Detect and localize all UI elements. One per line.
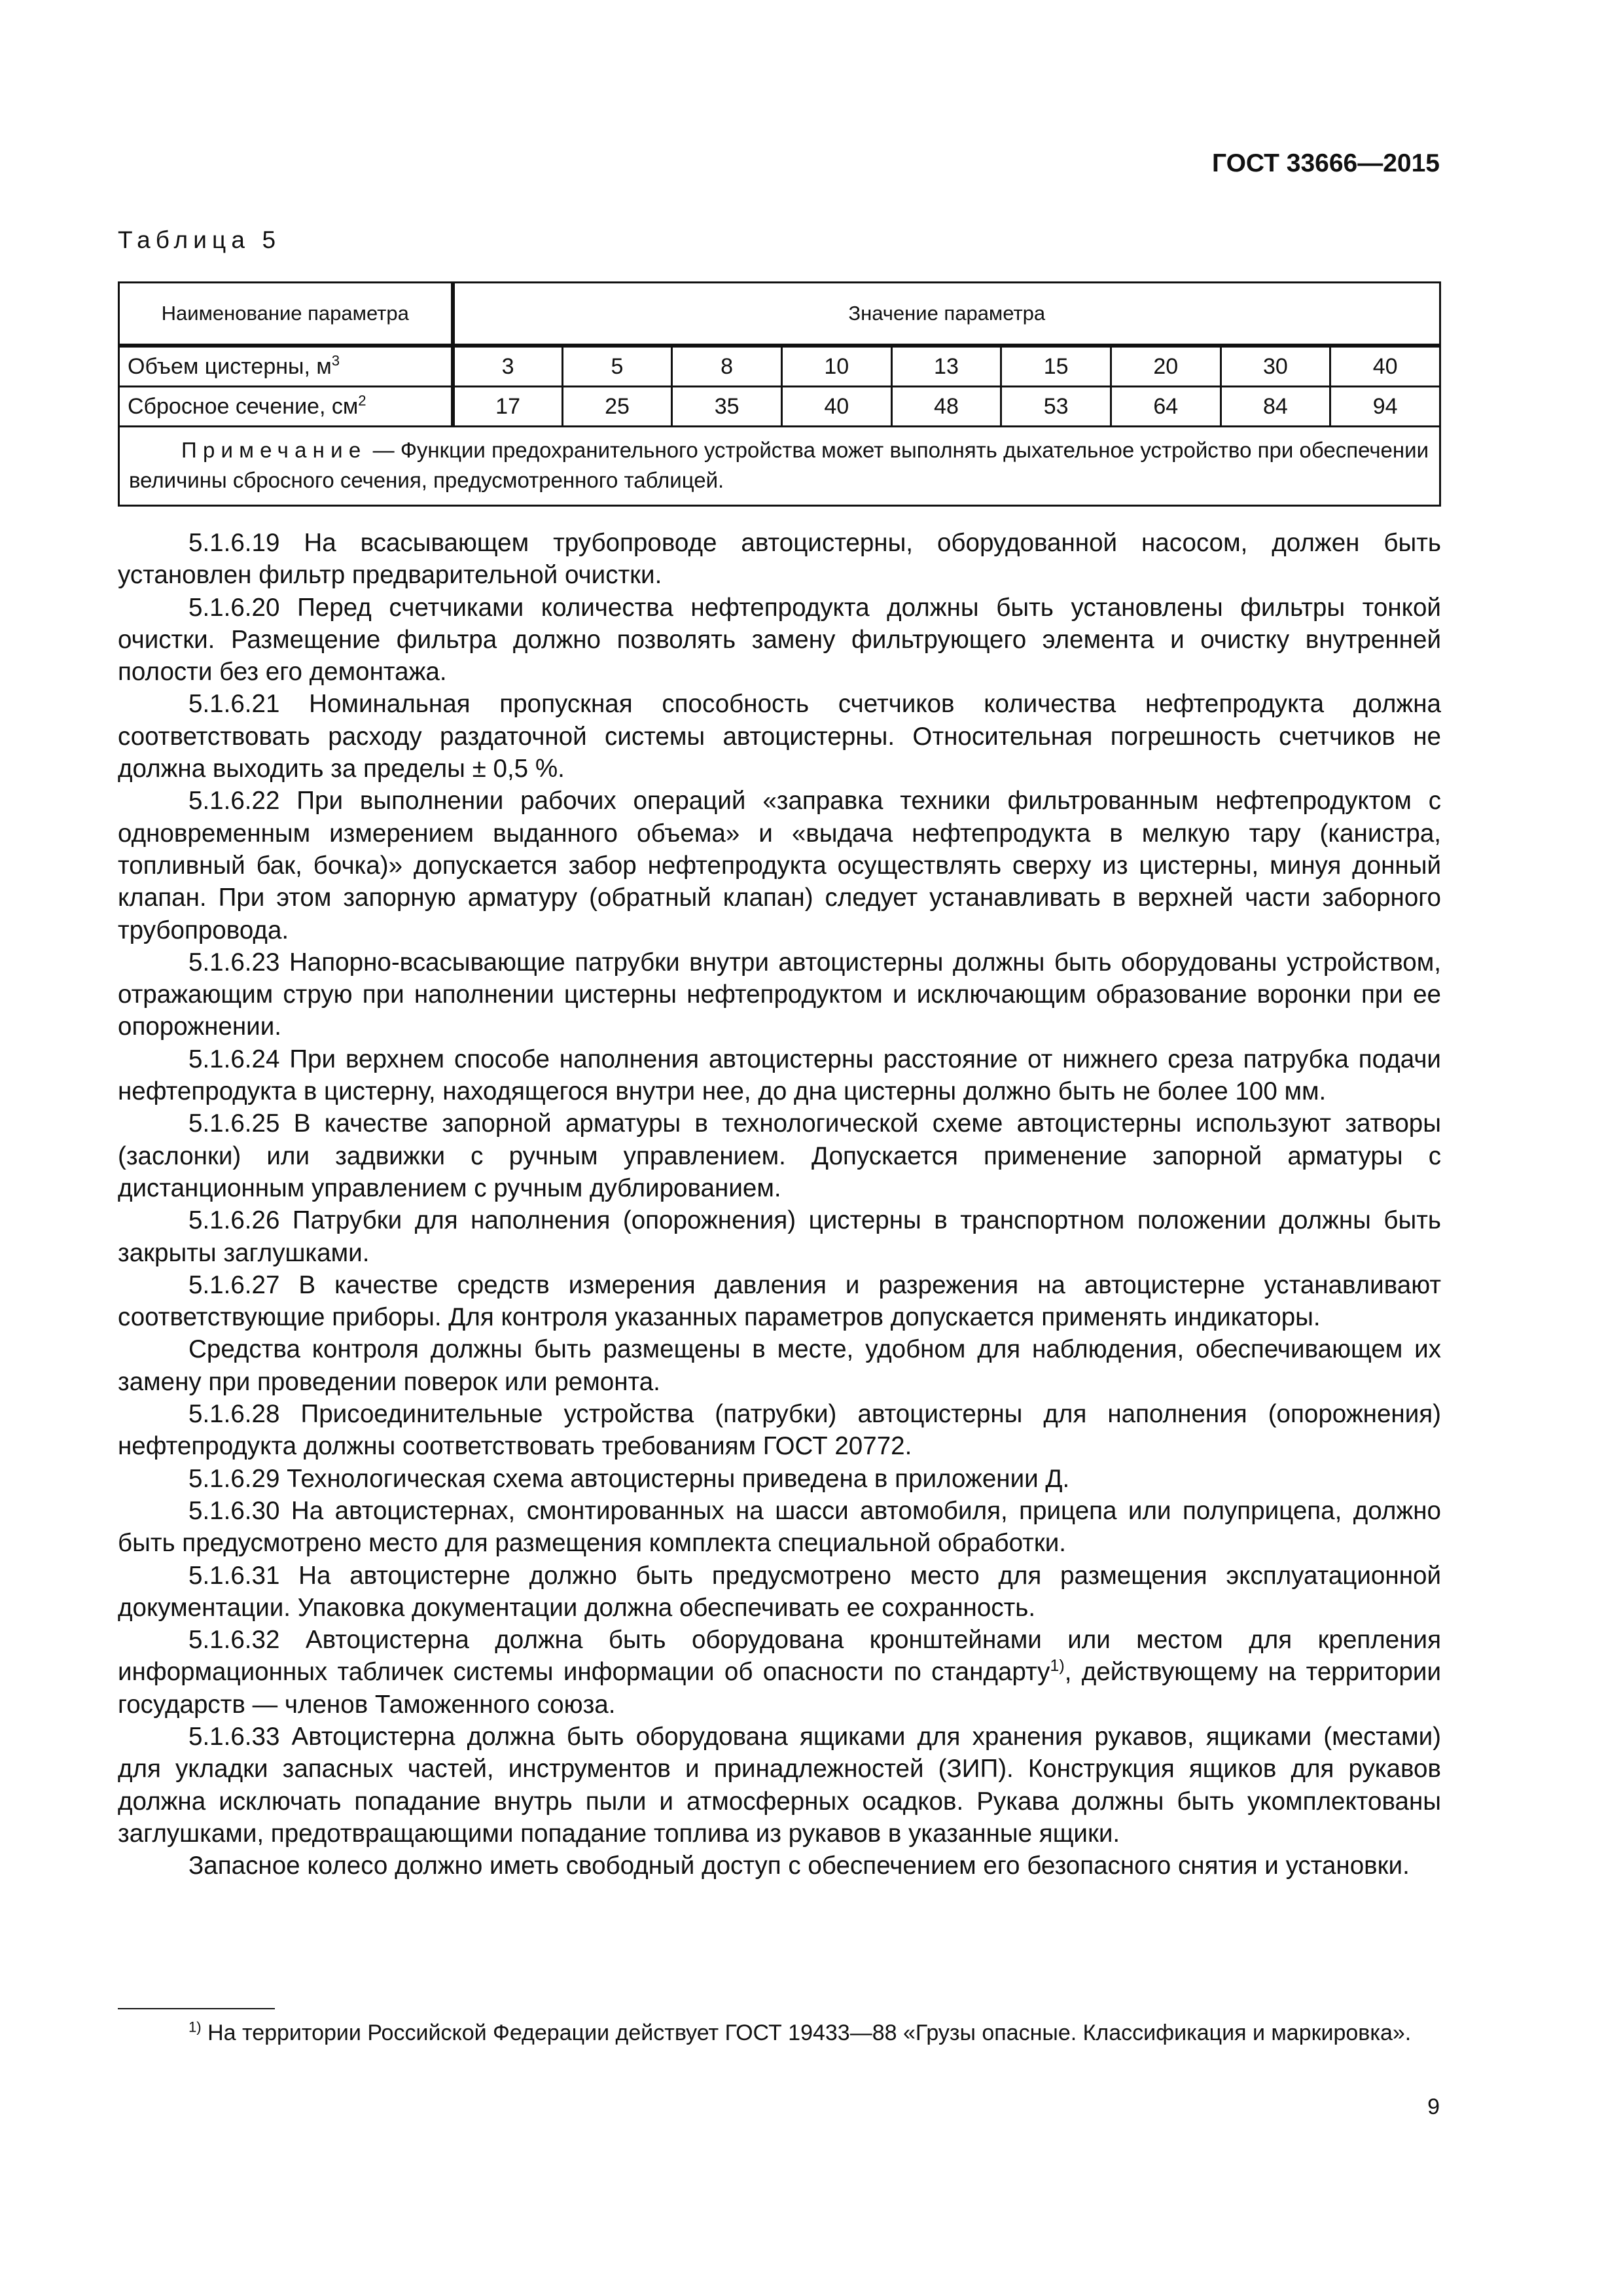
paragraph: 5.1.6.26 Патрубки для наполнения (опорожнения) цистерны в транспортном положении должны быть закрыты заглушками. xyxy=(118,1206,1441,1267)
table-caption: Таблица 5 xyxy=(118,226,281,253)
paragraph: Запасное колесо должно иметь свободный доступ с обеспечением его безопасного снятия и установки. xyxy=(188,1852,1410,1880)
paragraph: 5.1.6.20 Перед счетчиками количества нефтепродукта должны быть установлены фильтры тонкой очистки. Размещение фильтра должно позволять замену фильтрующего элемента и очистку внутренней полости без его демонтажа. xyxy=(118,593,1441,687)
paragraph: 5.1.6.30 На автоцистернах, смонтированных на шасси автомобиля, прицепа или полуприцепа, должно быть предусмотрено место для размещения комплекта специальной обработки. xyxy=(118,1496,1441,1558)
paragraph: 5.1.6.29 Технологическая схема автоцистерны приведена в приложении Д. xyxy=(188,1464,1070,1493)
header-parameter-name: Наименование параметра xyxy=(119,283,453,346)
table-cell: 48 xyxy=(891,387,1001,427)
paragraph-text: 5.1.6.32 Автоцистерна должна быть оборудована кронштейнами или местом для крепления информационных табличек системы информации об опасности по стандарту xyxy=(118,1626,1441,1687)
table-cell: 15 xyxy=(1001,346,1111,387)
table-header-row xyxy=(119,283,1440,346)
row-label-text: Объем цистерны, м xyxy=(128,353,332,379)
header-parameter-value: Значение параметра xyxy=(453,283,1440,346)
table-row-volume xyxy=(119,346,1440,387)
parameters-table xyxy=(118,281,1441,507)
paragraph: 5.1.6.22 При выполнении рабочих операций «заправка техники фильтрованным нефтепродуктом с одновременным измерением выданного объема» и «выдача нефтепродукта в мелкую тару (канистра, топливный бак, бочка)» допускается забор нефтепродукта осуществлять сверху из цистерны, минуя донный клапан. При этом запорную арматуру (обратный клапан) следует устанавливать в верхней части заборного трубопровода. xyxy=(118,787,1441,944)
footnote-text: На территории Российской Федерации действует ГОСТ 19433—88 «Грузы опасные. Классификация и маркировка». xyxy=(201,2020,1412,2045)
table-cell: 40 xyxy=(781,387,891,427)
table-cell: 10 xyxy=(781,346,891,387)
paragraph: 5.1.6.27 В качестве средств измерения давления и разрежения на автоцистерне устанавливают соответствующие приборы. Для контроля указанных параметров допускается применять индикаторы. xyxy=(118,1270,1441,1332)
paragraph: 5.1.6.25 В качестве запорной арматуры в технологической схеме автоцистерны используют затворы (заслонки) или задвижки с ручным управлением. Допускается применение запорной арматуры с дистанционным управлением с ручным дублированием. xyxy=(118,1109,1441,1202)
footnote-divider xyxy=(118,2008,275,2009)
unit-superscript: 3 xyxy=(331,352,340,369)
paragraph: 5.1.6.31 На автоцистерне должно быть предусмотрено место для размещения эксплуатационной документации. Упаковка документации должна обеспечивать ее сохранность. xyxy=(118,1561,1441,1622)
table-cell: 94 xyxy=(1330,387,1440,427)
paragraph: 5.1.6.19 На всасывающем трубопроводе автоцистерны, оборудованной насосом, должен быть установлен фильтр предварительной очистки. xyxy=(118,529,1441,590)
page-number: 9 xyxy=(1427,2094,1440,2119)
table-note-row xyxy=(119,427,1440,506)
document-code: ГОСТ 33666—2015 xyxy=(1212,149,1440,177)
row-label-text: Сбросное сечение, см xyxy=(128,393,359,419)
paragraph-text: , действующему на территории государств — членов Таможенного союза. xyxy=(118,1658,1441,1719)
footnote-reference: 1) xyxy=(1050,1657,1065,1676)
unit-superscript: 2 xyxy=(358,392,366,409)
table-cell: 64 xyxy=(1111,387,1221,427)
table-cell: 20 xyxy=(1111,346,1221,387)
table-cell: 35 xyxy=(672,387,782,427)
paragraph-with-footnote xyxy=(118,1624,1441,1721)
table-cell: 13 xyxy=(891,346,1001,387)
note-text: — Функции предохранительного устройства может выполнять дыхательное устройство при обеспечении величины сбросного сечения, предусмотренного таблицей. xyxy=(129,438,1429,492)
note-heading: Примечание xyxy=(181,438,367,462)
table-cell: 53 xyxy=(1001,387,1111,427)
paragraph: 5.1.6.21 Номинальная пропускная способность счетчиков количества нефтепродукта должна соответствовать расходу раздаточной системы автоцистерны. Относительная погрешность счетчиков не должна выходить за пределы ± 0,5 %. xyxy=(118,690,1441,783)
paragraph: 5.1.6.33 Автоцистерна должна быть оборудована ящиками для хранения рукавов, ящиками (местами) для укладки запасных частей, инструментов и принадлежностей (ЗИП). Конструкция ящиков для рукавов должна исключать попадание внутрь пыли и атмосферных осадков. Рукава должны быть укомплектованы заглушками, предотвращающими попадание топлива из рукавов в указанные ящики. xyxy=(118,1722,1441,1848)
footnote-mark: 1) xyxy=(188,2018,202,2036)
table-cell: 25 xyxy=(562,387,672,427)
table-cell: 17 xyxy=(453,387,563,427)
paragraph: 5.1.6.24 При верхнем способе наполнения автоцистерны расстояние от нижнего среза патрубка подачи нефтепродукта в цистерну, находящегося внутри нее, до дна цистерны должно быть не более 100 мм. xyxy=(118,1045,1441,1106)
table-cell: 40 xyxy=(1330,346,1440,387)
table-cell: 30 xyxy=(1221,346,1330,387)
table-cell: 8 xyxy=(672,346,782,387)
row-label xyxy=(119,346,453,387)
document-body xyxy=(118,527,1441,1882)
row-label xyxy=(119,387,453,427)
paragraph: Средства контроля должны быть размещены в месте, удобном для наблюдения, обеспечивающем их замену при проведении поверок или ремонта. xyxy=(118,1335,1441,1396)
table-cell: 3 xyxy=(453,346,563,387)
table-note xyxy=(119,427,1440,506)
footnote xyxy=(118,2018,1441,2048)
paragraph: 5.1.6.28 Присоединительные устройства (патрубки) автоцистерны для наполнения (опорожнения) нефтепродукта должны соответствовать требованиям ГОСТ 20772. xyxy=(118,1400,1441,1461)
table-cell: 84 xyxy=(1221,387,1330,427)
table-row-relief-section xyxy=(119,387,1440,427)
table-cell: 5 xyxy=(562,346,672,387)
paragraph: 5.1.6.23 Напорно-всасывающие патрубки внутри автоцистерны должны быть оборудованы устройством, отражающим струю при наполнении цистерны нефтепродуктом и исключающим образование воронки при ее опорожнении. xyxy=(118,948,1441,1041)
